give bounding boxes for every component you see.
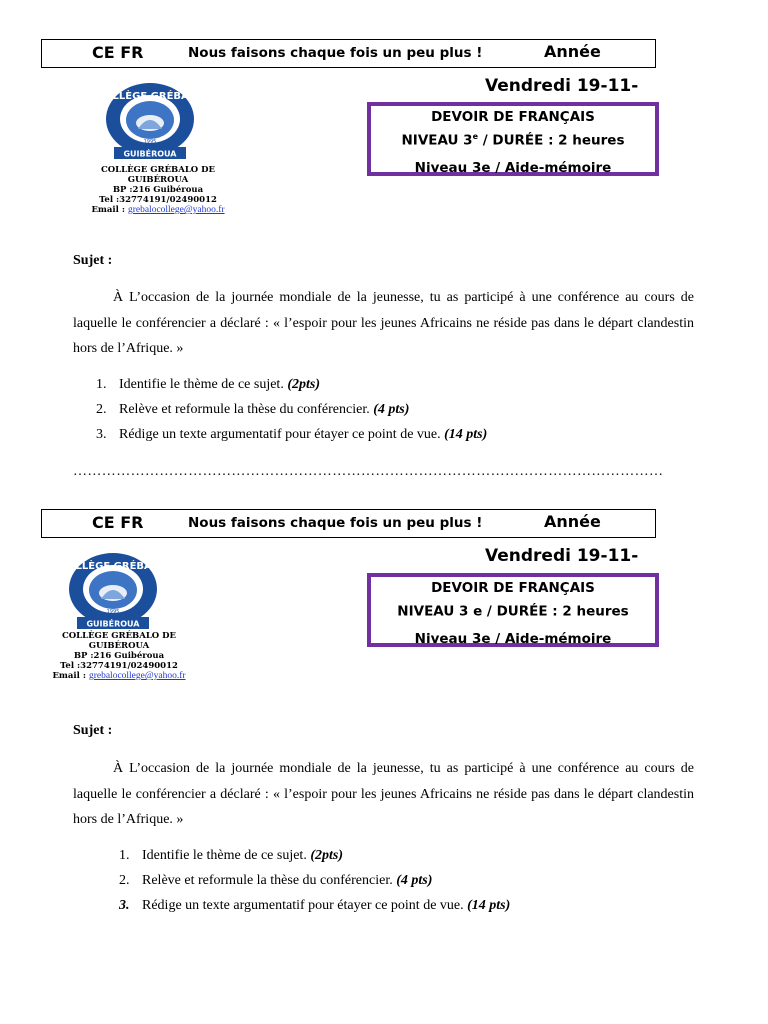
question-2: 2. Relève et reformule la thèse du conférencier. (4 pts) — [96, 402, 410, 417]
header-school: CE FR — [92, 513, 144, 532]
header-year: Année — [544, 512, 601, 531]
exam-date: Vendredi 19-11- — [485, 76, 639, 96]
exam-date: Vendredi 19-11- — [485, 546, 639, 566]
header-school: CE FR — [92, 43, 144, 62]
header-year: Année — [544, 42, 601, 61]
devoir-cut-line: Niveau 3e / Aide-mémoire — [414, 631, 612, 647]
logo-arc-text: COLLÈGE GRÉBALO — [96, 91, 204, 102]
school-email-link[interactable]: grebalocollege@yahoo.fr — [88, 671, 186, 681]
school-email-line: Email : grebalocollege@yahoo.fr — [52, 671, 186, 681]
section-separator: …………………………………………………………………………………………………………… — [73, 464, 664, 479]
logo-arc-text: COLLÈGE GRÉBALO — [59, 561, 167, 572]
devoir-box — [367, 102, 659, 176]
devoir-level: NIVEAU 3 e / DURÉE : 2 heures — [397, 603, 629, 620]
logo-year: 1995 — [143, 139, 157, 145]
devoir-title: DEVOIR DE FRANÇAIS — [431, 109, 595, 125]
question-3: 3. Rédige un texte argumentatif pour étayer ce point de vue. (14 pts) — [119, 898, 511, 913]
school-name: COLLÈGE GRÉBALO DE GUIBÉROUA — [61, 631, 177, 651]
school-info — [73, 165, 243, 215]
school-tel: Tel :32774191/02490012 — [60, 661, 178, 671]
header-motto: Nous faisons chaque fois un peu plus ! — [188, 515, 483, 531]
sujet-label: Sujet : — [73, 253, 113, 268]
devoir-title: DEVOIR DE FRANÇAIS — [431, 580, 595, 596]
school-info — [34, 631, 204, 681]
question-1: 1. Identifie le thème de ce sujet. (2pts) — [119, 848, 343, 863]
school-logo — [96, 83, 204, 163]
school-email-link[interactable]: grebalocollege@yahoo.fr — [127, 205, 225, 215]
logo-banner: GUIBÉROUA — [86, 619, 140, 629]
school-bp: BP :216 Guibéroua — [112, 185, 204, 195]
devoir-level: NIVEAU 3e / DURÉE : 2 heures — [401, 132, 625, 149]
devoir-cut-line: Niveau 3e / Aide-mémoire — [414, 160, 612, 176]
header-bar — [41, 39, 656, 68]
logo-year: 1995 — [106, 609, 120, 615]
sujet-paragraph: À L’occasion de la journée mondiale de la jeunesse, tu as participé à une conférence au cours de laquelle le conférencier a déclaré : « l’espoir pour les jeunes Africains ne réside pas dans le départ clandestin hors de l’Afrique. » — [73, 290, 694, 356]
logo-banner: GUIBÉROUA — [123, 149, 177, 159]
school-name: COLLÈGE GRÉBALO DE GUIBÉROUA — [100, 165, 216, 185]
sujet-paragraph: À L’occasion de la journée mondiale de la jeunesse, tu as participé à une conférence au cours de laquelle le conférencier a déclaré : « l’espoir pour les jeunes Africains ne réside pas dans le départ clandestin hors de l’Afrique. » — [73, 761, 694, 827]
school-email-line: Email : grebalocollege@yahoo.fr — [91, 205, 225, 215]
header-motto: Nous faisons chaque fois un peu plus ! — [188, 45, 483, 61]
sujet-label: Sujet : — [73, 723, 113, 738]
question-2: 2. Relève et reformule la thèse du conférencier. (4 pts) — [119, 873, 433, 888]
school-logo — [59, 553, 167, 633]
question-1: 1. Identifie le thème de ce sujet. (2pts) — [96, 377, 320, 392]
question-3: 3. Rédige un texte argumentatif pour étayer ce point de vue. (14 pts) — [96, 427, 488, 442]
devoir-box — [367, 573, 659, 647]
header-bar — [41, 509, 656, 538]
school-bp: BP :216 Guibéroua — [73, 651, 165, 661]
school-tel: Tel :32774191/02490012 — [99, 195, 217, 205]
